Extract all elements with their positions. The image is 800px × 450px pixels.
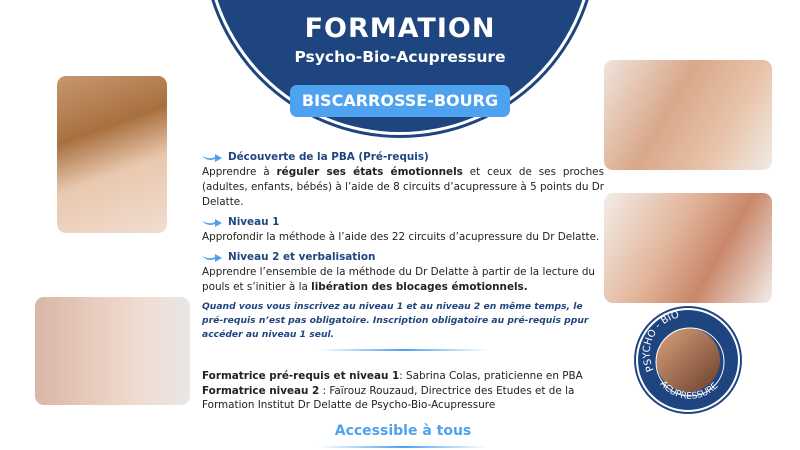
- page-subtitle: Psycho-Bio-Acupressure: [294, 48, 506, 66]
- logo-text-top: PSYCHO - BIO: [641, 310, 681, 374]
- section-text: Apprendre l’ensemble de la méthode du Dr Delatte à partir de la lecture du pouls et s’initier à la: [202, 266, 596, 293]
- section-niveau-1: [202, 215, 604, 245]
- photo-hand-acupressure: [604, 193, 772, 303]
- section-title: Découverte de la PBA (Pré-requis): [228, 151, 429, 163]
- section-title: Niveau 2 et verbalisation: [228, 251, 376, 263]
- photo-neck-massage: [57, 76, 167, 233]
- trainers: [202, 369, 604, 413]
- svg-text:ACUPRESSURE: [658, 379, 721, 401]
- arrow-icon: [202, 154, 222, 162]
- section-text: Apprendre à: [202, 166, 277, 178]
- enrollment-note: Quand vous vous inscrivez au niveau 1 et au niveau 2 en même temps, le pré-requis n’est pas obligatoire. Inscription obligatoire au pré-requis ppur accéder au niveau 1 seul.: [202, 301, 589, 340]
- section-niveau-2: [202, 250, 604, 295]
- divider: [318, 349, 488, 351]
- page-title: FORMATION: [304, 13, 496, 44]
- section-text-bold: libération des blocages émotionnels.: [311, 281, 528, 293]
- arrow-icon: [202, 219, 222, 227]
- accessible-label: Accessible à tous: [334, 422, 472, 439]
- trainer-label: Formatrice pré-requis et niveau 1: [202, 370, 400, 382]
- trainer-label: Formatrice niveau 2: [202, 384, 320, 397]
- section-title: Niveau 1: [228, 216, 280, 228]
- section-text: et ceux de ses proches (adultes, enfants, bébés) à l’aide de 8 circuits d’acupressure à 5 points du Dr Delatte.: [202, 166, 604, 208]
- trainer-value: : Sabrina Colas, praticienne en PBA: [399, 370, 583, 382]
- section-prerequis: [202, 150, 604, 210]
- svg-text:PSYCHO - BIO: [642, 310, 681, 373]
- location-badge: BISCARROSSE-BOURG: [290, 85, 510, 117]
- divider: [318, 446, 488, 448]
- section-text: Approfondir la méthode à l’aide des 22 circuits d’acupressure du Dr Delatte.: [202, 231, 600, 243]
- section-text-bold: réguler ses états émotionnels: [276, 166, 463, 178]
- logo-text-bottom: ACUPRESSURE: [657, 379, 721, 402]
- trainer-value: : Faïrouz Rouzaud, Directrice des Etudes et de la Formation Institut Dr Delatte de Psycho-Bio-Acupressure: [202, 384, 575, 411]
- arrow-icon: [202, 254, 222, 262]
- photo-child-finger: [35, 297, 190, 405]
- pba-logo: [636, 308, 740, 412]
- content: [202, 150, 604, 448]
- photo-foot-acupressure: [604, 60, 772, 170]
